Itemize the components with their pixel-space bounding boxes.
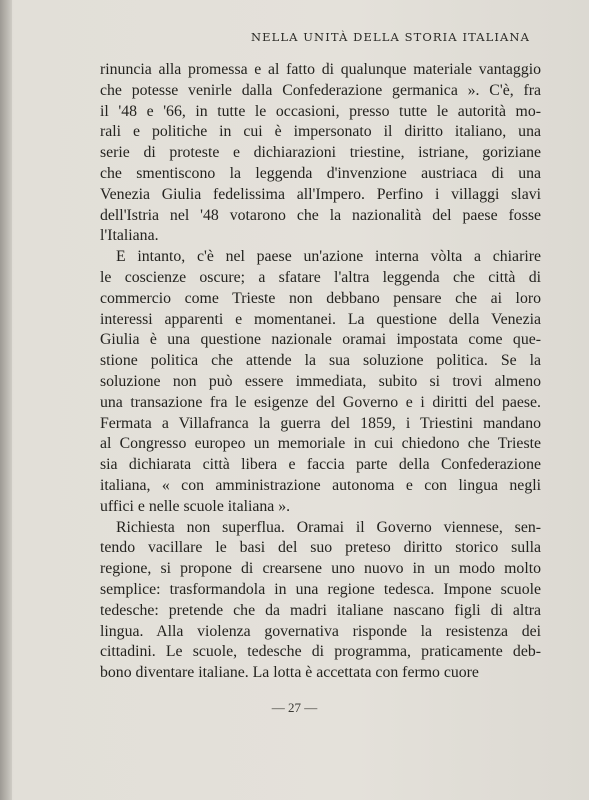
text-line: Richiesta non superflua. Oramai il Governo viennese, sen- (116, 518, 541, 536)
text-line: interessi apparenti e momentanei. La questione della Venezia (100, 310, 541, 328)
text-line: E intanto, c'è nel paese un'azione interna vòlta a chiarire (116, 248, 541, 266)
text-line: serie di proteste e dichiarazioni triestine, istriane, goriziane (100, 144, 541, 162)
running-header: NELLA UNITÀ DELLA STORIA ITALIANA (250, 30, 530, 44)
text-line: tedesche: pretende che da madri italiane nascano figli di altra (100, 601, 541, 619)
text-line: semplice: trasformandola in una regione tedesca. Impone scuole (100, 580, 541, 598)
text-line: al Congresso europeo un memoriale in cui chiedono che Trieste (100, 435, 541, 453)
text-line: soluzione non può essere immediata, subito si trovi almeno (100, 372, 541, 390)
body-text (100, 60, 541, 684)
text-line: dell'Istria nel '48 votarono che la nazionalità del paese fosse (100, 206, 541, 224)
text-line: lingua. Alla violenza governativa risponde la resistenza dei (100, 622, 541, 640)
text-line: Giulia è una questione nazionale oramai impostata come que- (100, 331, 541, 349)
text-line: rali e politiche in cui è impersonato il diritto italiano, una (100, 123, 541, 141)
text-line: che smentiscono la leggenda d'invenzione austriaca di una (100, 164, 541, 182)
book-spine-shadow (0, 0, 12, 800)
text-line: sia dichiarata città libera e faccia parte della Confederazione (100, 456, 541, 474)
text-line: Fermata a Villafranca la guerra del 1859, i Triestini mandano (100, 414, 541, 432)
text-line: il '48 e '66, in tutte le occasioni, presso tutte le autorità mo- (100, 102, 541, 120)
text-line: uffici e nelle scuole italiana ». (100, 497, 291, 515)
text-line: bono diventare italiane. La lotta è accettata con fermo cuore (100, 664, 479, 682)
text-line: che potesse venirle dalla Confederazione germanica ». C'è, fra (100, 81, 541, 99)
text-line: l'Italiana. (100, 227, 159, 245)
text-line: rinuncia alla promessa e al fatto di qualunque materiale vantaggio (100, 61, 541, 78)
text-line: italiana, « con amministrazione autonoma e con lingua negli (100, 476, 541, 494)
text-line: tendo vacillare le basi del suo preteso diritto storico sulla (100, 539, 541, 557)
text-line: cittadini. Le scuole, tedesche di programma, praticamente deb- (100, 643, 541, 661)
text-line: regione, si propone di crearsene uno nuovo in un modo molto (100, 560, 541, 578)
page-number: — 27 — (271, 700, 318, 715)
text-line: le coscienze oscure; a sfatare l'altra leggenda che città di (100, 268, 541, 286)
text-line: una transazione fra le esigenze del Governo e i diritti del paese. (100, 393, 541, 411)
text-line: commercio come Trieste non debbano pensare che ai loro (100, 289, 541, 307)
text-line: Venezia Giulia fedelissima all'Impero. Perfino i villaggi slavi (100, 185, 541, 203)
text-line: stione politica che attende la sua soluzione politica. Se la (100, 352, 541, 370)
